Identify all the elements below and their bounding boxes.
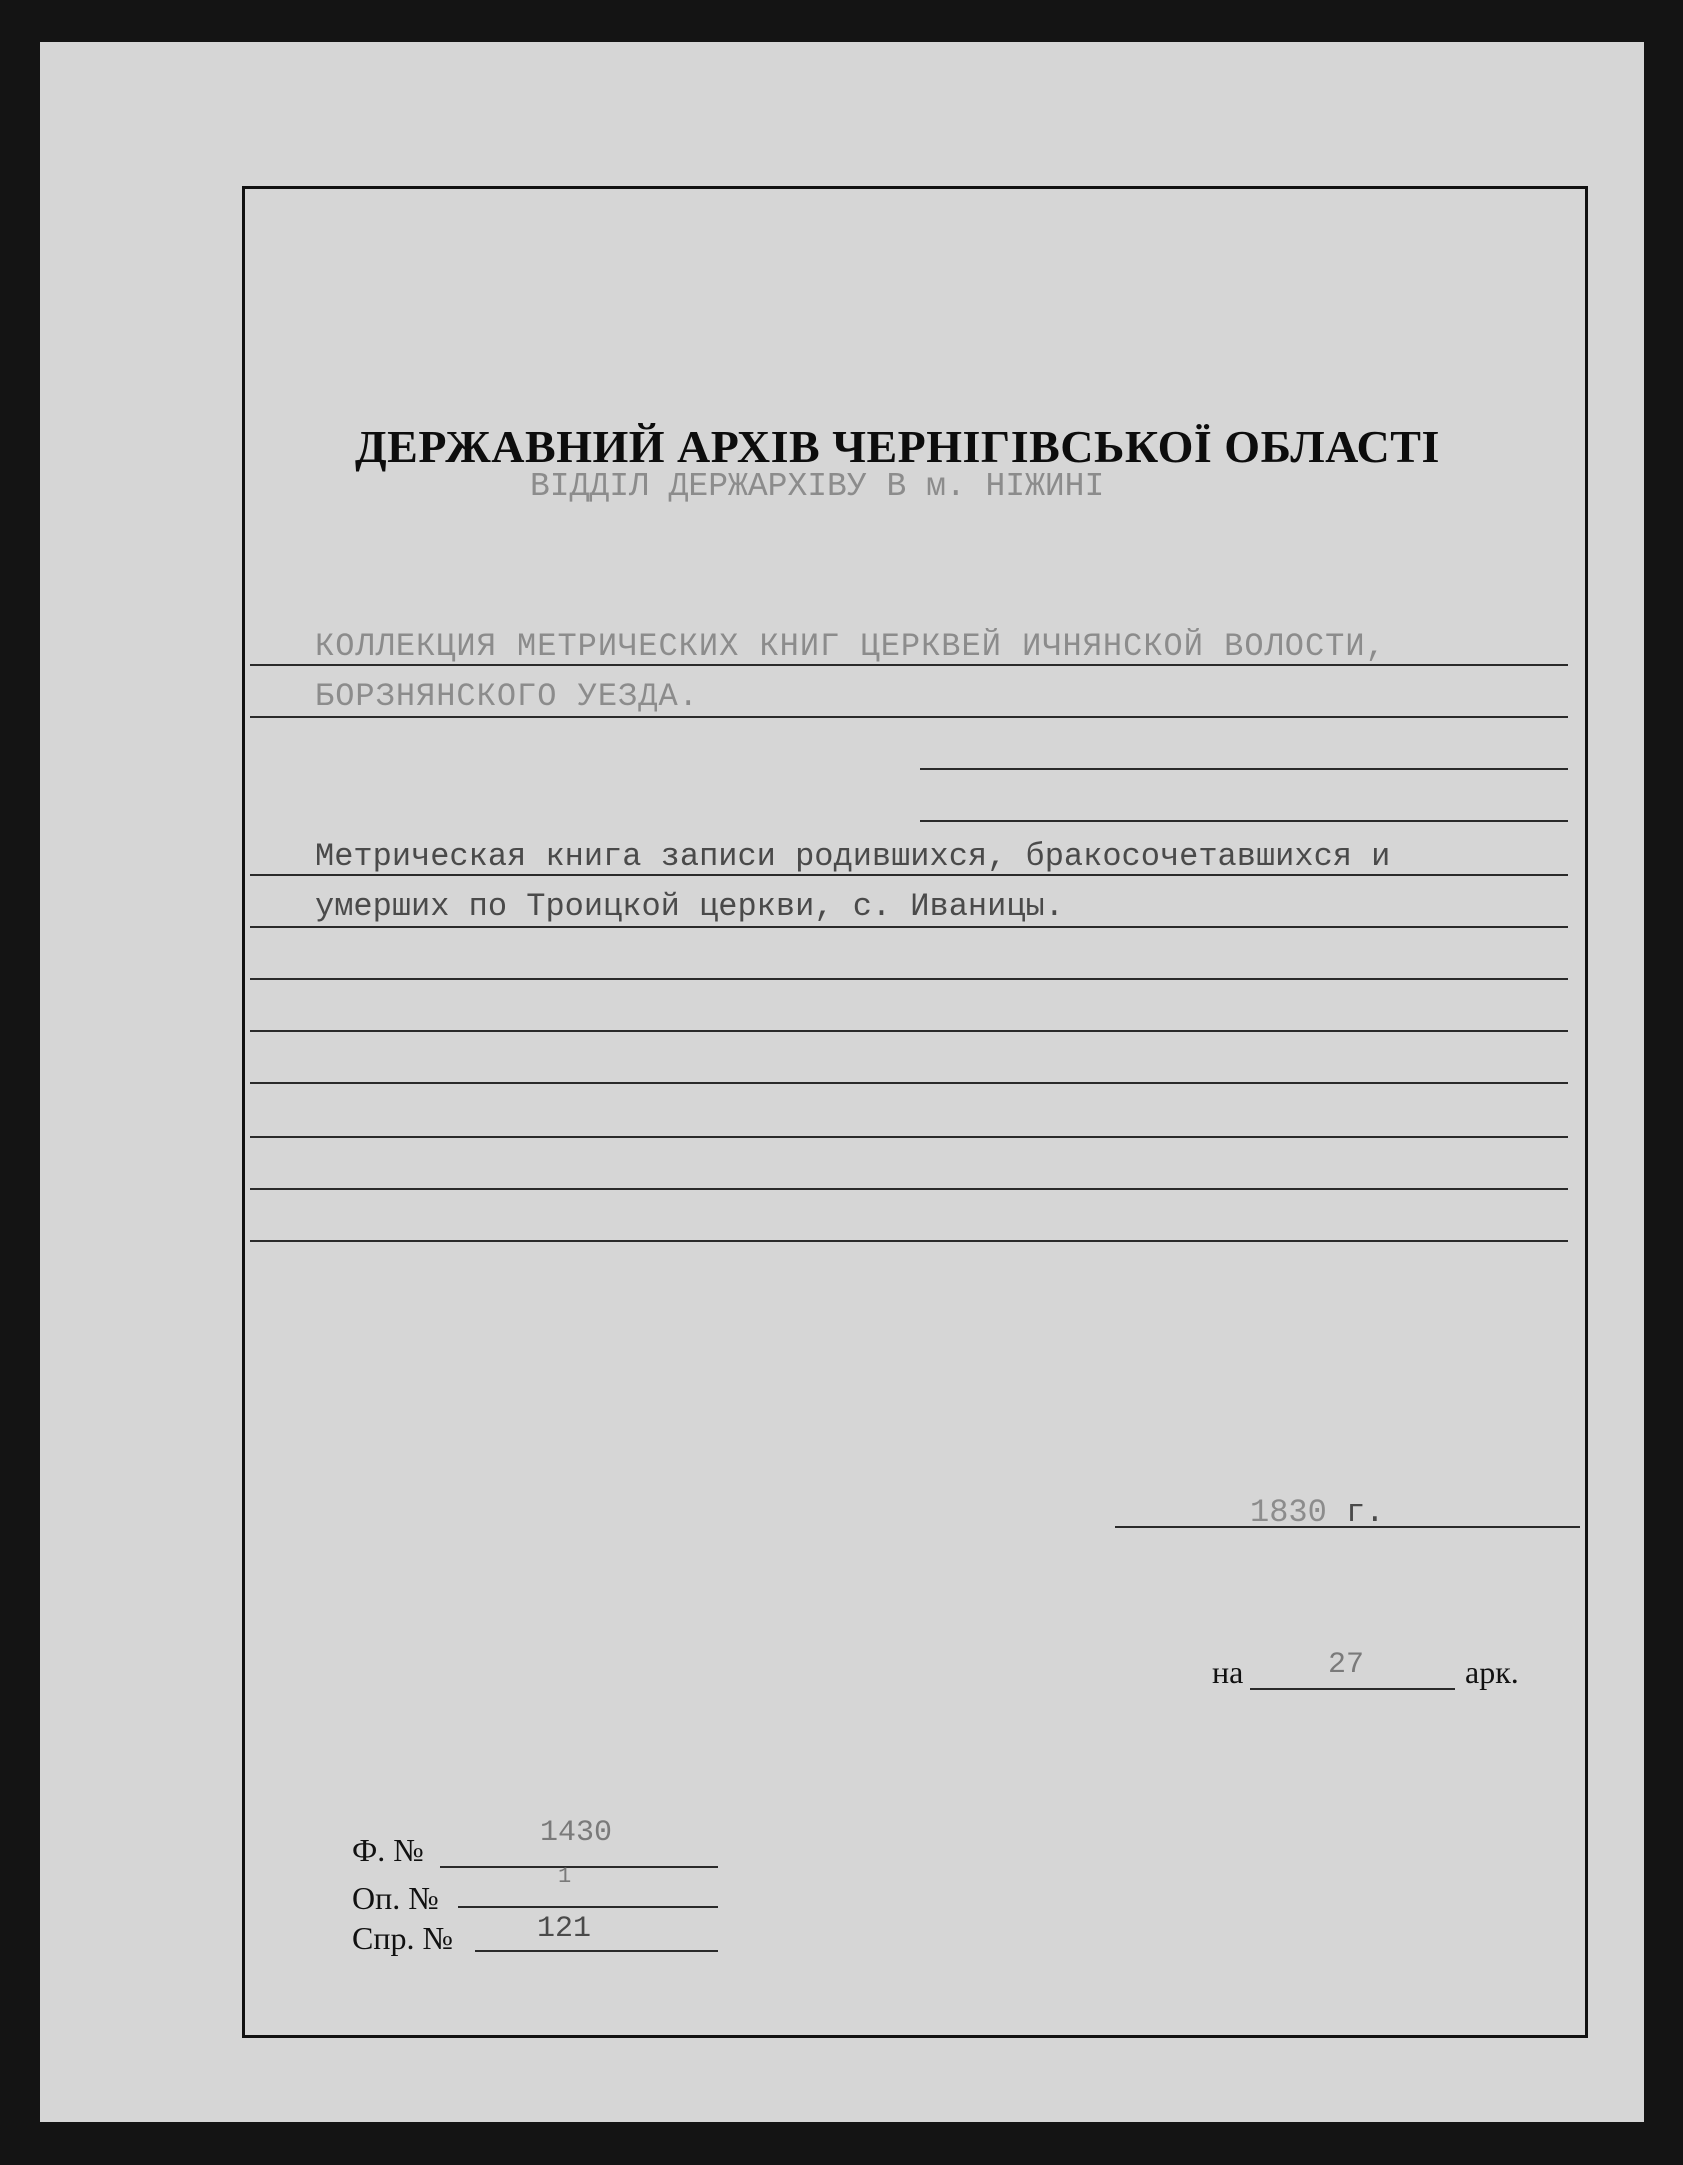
year-suffix: г. [1346, 1494, 1385, 1531]
sprava-value: 121 [537, 1912, 592, 1946]
opys-value: 1 [558, 1864, 572, 1889]
fond-underline [440, 1866, 718, 1868]
rule-line [250, 1188, 1568, 1190]
fond-label: Ф. № [352, 1832, 424, 1868]
sheets-value: 27 [1328, 1648, 1365, 1682]
rule-line [250, 978, 1568, 980]
rule-line [250, 1082, 1568, 1084]
rule-line [250, 1240, 1568, 1242]
sprava-underline [475, 1950, 718, 1952]
rule-line [250, 664, 1568, 666]
sheets-underline [1250, 1688, 1455, 1690]
sprava-label: Спр. № [352, 1920, 453, 1956]
sheets-suffix: арк. [1465, 1654, 1519, 1690]
department-subtitle: ВІДДІЛ ДЕРЖАРХІВУ В м. НІЖИНІ [530, 468, 1105, 505]
rule-line [250, 716, 1568, 718]
year-value: 1830 [1250, 1494, 1327, 1531]
collection-line-1: КОЛЛЕКЦИЯ МЕТРИЧЕСКИХ КНИГ ЦЕРКВЕЙ ИЧНЯНСКОЙ ВОЛОСТИ, [315, 628, 1386, 665]
sheets-prefix: на [1212, 1654, 1244, 1690]
rule-line [250, 1136, 1568, 1138]
rule-line [250, 926, 1568, 928]
rule-line [250, 874, 1568, 876]
opys-underline [458, 1906, 718, 1908]
rule-line-short [920, 768, 1568, 770]
description-line-2: умерших по Троицкой церкви, с. Иваницы. [315, 888, 1064, 925]
rule-line-short [920, 820, 1568, 822]
rule-line [250, 1030, 1568, 1032]
year-underline [1115, 1526, 1580, 1528]
opys-label: Оп. № [352, 1880, 439, 1916]
collection-line-2: БОРЗНЯНСКОГО УЕЗДА. [315, 678, 699, 715]
description-line-1: Метрическая книга записи родившихся, бракосочетавшихся и [315, 838, 1391, 875]
archive-title: ДЕРЖАВНИЙ АРХІВ ЧЕРНІГІВСЬКОЇ ОБЛАСТІ [355, 421, 1440, 472]
fond-value: 1430 [540, 1816, 613, 1850]
